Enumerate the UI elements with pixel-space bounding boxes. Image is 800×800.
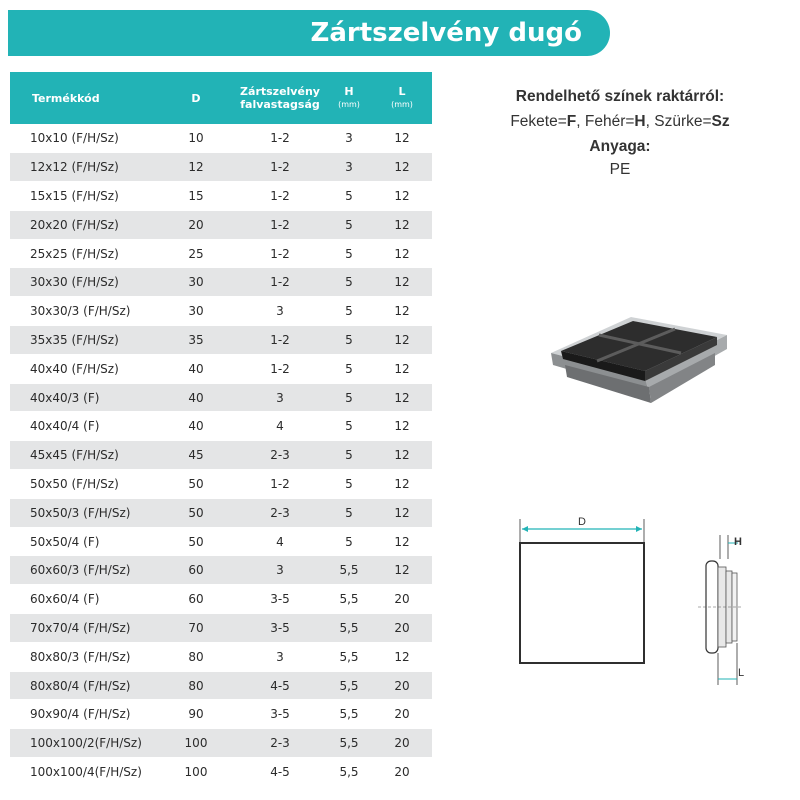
- cell-wall: 1-2: [234, 354, 326, 383]
- cell-d: 80: [158, 671, 234, 700]
- header-wall-line1: Zártszelvény: [240, 85, 320, 98]
- cell-d: 40: [158, 354, 234, 383]
- cell-l: 20: [372, 585, 432, 614]
- header-h-label: H: [344, 85, 354, 98]
- cell-code: 40x40/3 (F): [10, 383, 158, 412]
- dimension-l-label: L: [738, 667, 745, 679]
- cell-code: 50x50/4 (F): [10, 527, 158, 556]
- table-row: [10, 556, 432, 585]
- cell-d: 12: [158, 153, 234, 182]
- spec-table: [10, 72, 432, 787]
- cell-wall: 3: [234, 383, 326, 412]
- cell-code: 60x60/4 (F): [10, 585, 158, 614]
- table-row: [10, 758, 432, 787]
- cell-code: 60x60/3 (F/H/Sz): [10, 556, 158, 585]
- cell-wall: 3-5: [234, 585, 326, 614]
- cell-h: 5: [326, 441, 372, 470]
- cell-h: 5,5: [326, 642, 372, 671]
- cell-code: 50x50/3 (F/H/Sz): [10, 498, 158, 527]
- cell-d: 60: [158, 585, 234, 614]
- cell-wall: 3: [234, 642, 326, 671]
- table-row: [10, 498, 432, 527]
- header-d: D: [191, 91, 201, 105]
- cell-code: 10x10 (F/H/Sz): [10, 124, 158, 153]
- table-row: [10, 671, 432, 700]
- cell-h: 5: [326, 412, 372, 441]
- cell-wall: 3: [234, 556, 326, 585]
- cell-l: 12: [372, 470, 432, 499]
- cell-l: 12: [372, 527, 432, 556]
- cell-l: 12: [372, 182, 432, 211]
- cell-l: 12: [372, 642, 432, 671]
- cell-d: 15: [158, 182, 234, 211]
- cell-d: 100: [158, 758, 234, 787]
- table-row: [10, 124, 432, 153]
- cell-code: 15x15 (F/H/Sz): [10, 182, 158, 211]
- cell-h: 5: [326, 326, 372, 355]
- cell-wall: 4-5: [234, 671, 326, 700]
- table-row: [10, 182, 432, 211]
- cell-wall: 2-3: [234, 729, 326, 758]
- table-row: [10, 239, 432, 268]
- cell-code: 20x20 (F/H/Sz): [10, 210, 158, 239]
- cell-code: 80x80/3 (F/H/Sz): [10, 642, 158, 671]
- cell-code: 80x80/4 (F/H/Sz): [10, 671, 158, 700]
- cell-code: 70x70/4 (F/H/Sz): [10, 614, 158, 643]
- color-separator: ,: [645, 113, 655, 130]
- table-row: [10, 700, 432, 729]
- info-panel: [470, 88, 770, 179]
- cell-h: 5: [326, 527, 372, 556]
- cell-h: 5: [326, 182, 372, 211]
- cell-l: 12: [372, 239, 432, 268]
- cell-d: 35: [158, 326, 234, 355]
- cell-d: 40: [158, 412, 234, 441]
- cell-l: 12: [372, 383, 432, 412]
- cell-wall: 4-5: [234, 758, 326, 787]
- cell-l: 12: [372, 556, 432, 585]
- table-row: [10, 585, 432, 614]
- cell-h: 5: [326, 383, 372, 412]
- table-row: [10, 268, 432, 297]
- cell-d: 30: [158, 297, 234, 326]
- material-value: PE: [609, 161, 631, 178]
- cell-d: 60: [158, 556, 234, 585]
- cell-d: 30: [158, 268, 234, 297]
- cell-h: 5,5: [326, 614, 372, 643]
- cell-wall: 1-2: [234, 470, 326, 499]
- cell-h: 5,5: [326, 671, 372, 700]
- cell-code: 25x25 (F/H/Sz): [10, 239, 158, 268]
- color-name: Fekete=: [510, 113, 567, 130]
- cell-h: 5: [326, 268, 372, 297]
- dimension-d-label: D: [578, 516, 586, 528]
- header-wall: [234, 72, 326, 124]
- color-code: F: [566, 113, 577, 130]
- table-header-row: [10, 72, 432, 124]
- cell-l: 20: [372, 700, 432, 729]
- table-body: [10, 124, 432, 786]
- cell-l: 12: [372, 354, 432, 383]
- cell-d: 100: [158, 729, 234, 758]
- cell-l: 12: [372, 412, 432, 441]
- cell-l: 12: [372, 210, 432, 239]
- table-row: [10, 412, 432, 441]
- cell-wall: 3: [234, 297, 326, 326]
- header-h-unit: (mm): [338, 100, 360, 109]
- cell-l: 20: [372, 758, 432, 787]
- cell-code: 100x100/2(F/H/Sz): [10, 729, 158, 758]
- header-l: [372, 72, 432, 124]
- cell-code: 30x30 (F/H/Sz): [10, 268, 158, 297]
- cell-h: 5: [326, 498, 372, 527]
- header-code: Termékkód: [32, 91, 100, 105]
- cell-l: 12: [372, 498, 432, 527]
- table-row: [10, 153, 432, 182]
- material-heading: Anyaga:: [589, 138, 651, 155]
- cell-wall: 1-2: [234, 210, 326, 239]
- cell-d: 50: [158, 527, 234, 556]
- cell-d: 45: [158, 441, 234, 470]
- table-row: [10, 297, 432, 326]
- cell-wall: 1-2: [234, 124, 326, 153]
- header-l-unit: (mm): [391, 100, 413, 109]
- cell-h: 5: [326, 297, 372, 326]
- cell-wall: 3-5: [234, 614, 326, 643]
- header-wall-line2: falvastagság: [240, 98, 320, 111]
- cell-code: 40x40/4 (F): [10, 412, 158, 441]
- cell-h: 5: [326, 470, 372, 499]
- colors-list: [470, 113, 770, 131]
- cell-d: 50: [158, 470, 234, 499]
- cell-code: 35x35 (F/H/Sz): [10, 326, 158, 355]
- product-image: [545, 295, 730, 415]
- colors-heading: Rendelhető színek raktárról:: [515, 88, 725, 105]
- cell-code: 12x12 (F/H/Sz): [10, 153, 158, 182]
- cell-h: 5: [326, 354, 372, 383]
- color-code: Sz: [711, 113, 730, 130]
- table-row: [10, 470, 432, 499]
- cell-d: 80: [158, 642, 234, 671]
- cell-code: 45x45 (F/H/Sz): [10, 441, 158, 470]
- table-row: [10, 642, 432, 671]
- table-row: [10, 614, 432, 643]
- color-separator: ,: [576, 113, 585, 130]
- table-row: [10, 527, 432, 556]
- color-code: H: [634, 113, 646, 130]
- table-row: [10, 210, 432, 239]
- header-h: [326, 72, 372, 124]
- cell-l: 20: [372, 729, 432, 758]
- cell-code: 30x30/3 (F/H/Sz): [10, 297, 158, 326]
- cell-h: 5,5: [326, 700, 372, 729]
- cell-d: 50: [158, 498, 234, 527]
- front-view-drawing: [510, 515, 660, 670]
- cell-h: 5,5: [326, 758, 372, 787]
- cell-l: 12: [372, 326, 432, 355]
- cell-code: 100x100/4(F/H/Sz): [10, 758, 158, 787]
- cell-wall: 1-2: [234, 182, 326, 211]
- header-l-label: L: [398, 85, 406, 98]
- cell-wall: 1-2: [234, 268, 326, 297]
- cell-h: 5,5: [326, 729, 372, 758]
- cell-d: 20: [158, 210, 234, 239]
- cell-h: 5: [326, 210, 372, 239]
- cell-d: 25: [158, 239, 234, 268]
- cell-l: 12: [372, 124, 432, 153]
- cell-l: 20: [372, 671, 432, 700]
- table-row: [10, 729, 432, 758]
- cell-code: 50x50 (F/H/Sz): [10, 470, 158, 499]
- dimension-h-label: H: [734, 536, 742, 548]
- cell-h: 5,5: [326, 585, 372, 614]
- table-row: [10, 354, 432, 383]
- page-title: Zártszelvény dugó: [8, 10, 610, 56]
- cell-l: 12: [372, 153, 432, 182]
- cell-d: 10: [158, 124, 234, 153]
- cell-wall: 4: [234, 412, 326, 441]
- cell-h: 5,5: [326, 556, 372, 585]
- cell-d: 70: [158, 614, 234, 643]
- table-row: [10, 383, 432, 412]
- cell-h: 5: [326, 239, 372, 268]
- color-name: Fehér=: [584, 113, 635, 130]
- cell-h: 3: [326, 124, 372, 153]
- table-row: [10, 441, 432, 470]
- side-view-drawing: [680, 525, 750, 690]
- cell-wall: 1-2: [234, 326, 326, 355]
- cell-l: 20: [372, 614, 432, 643]
- cell-wall: 1-2: [234, 239, 326, 268]
- color-name: Szürke=: [654, 113, 712, 130]
- table-row: [10, 326, 432, 355]
- cell-l: 12: [372, 268, 432, 297]
- cell-wall: 4: [234, 527, 326, 556]
- cell-d: 90: [158, 700, 234, 729]
- cell-code: 90x90/4 (F/H/Sz): [10, 700, 158, 729]
- cell-l: 12: [372, 297, 432, 326]
- cell-l: 12: [372, 441, 432, 470]
- cell-d: 40: [158, 383, 234, 412]
- cell-wall: 1-2: [234, 153, 326, 182]
- cell-wall: 2-3: [234, 498, 326, 527]
- cell-wall: 3-5: [234, 700, 326, 729]
- cell-code: 40x40 (F/H/Sz): [10, 354, 158, 383]
- cell-h: 3: [326, 153, 372, 182]
- cell-wall: 2-3: [234, 441, 326, 470]
